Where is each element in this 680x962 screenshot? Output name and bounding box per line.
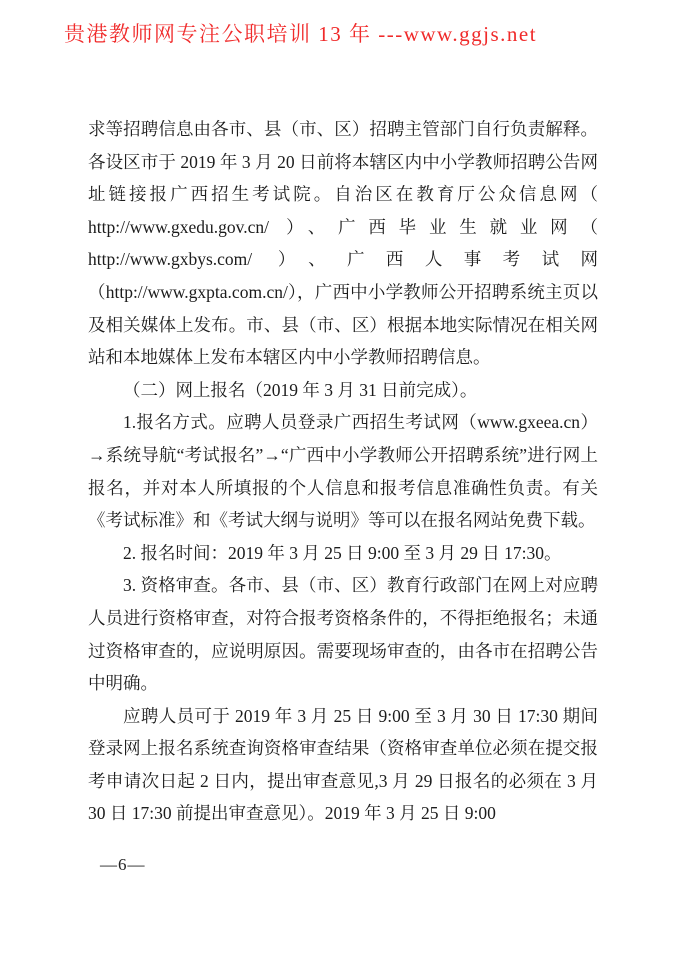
paragraph-review-result: 应聘人员可于 2019 年 3 月 25 日 9:00 至 3 月 30 日 17:30 期间登录网上报名系统查询资格审查结果（资格审查单位必须在提交报考申请次日起 2 日内，提出审查意见,3 月 29 日报名的必须在 3 月 30 日 17:30 前提出审查意见）。2019 年 3 月 25 日 9:00	[88, 705, 598, 824]
site-banner: 贵港教师网专注公职培训 13 年 ---www.ggjs.net	[64, 22, 538, 46]
paragraph-registration-method: 1.报名方式。应聘人员登录广西招生考试网（www.gxeea.cn）→系统导航“考试报名”→“广西中小学教师公开招聘系统”进行网上报名，并对本人所填报的个人信息和报考信息准确性负责。有关《考试标准》和《考试大纲与说明》等可以在报名网站免费下载。	[88, 412, 598, 531]
page-number: —6—	[100, 855, 146, 874]
paragraph-qualification-review: 3. 资格审查。各市、县（市、区）教育行政部门在网上对应聘人员进行资格审查，对符合报考资格条件的，不得拒绝报名；未通过资格审查的，应说明原因。需要现场审查的，由各市在招聘公告中明确。	[88, 575, 598, 694]
paragraph-continuation: 求等招聘信息由各市、县（市、区）招聘主管部门自行负责解释。各设区市于 2019 年 3 月 20 日前将本辖区内中小学教师招聘公告网址链接报广西招生考试院。自治区在教育厅公众信息网（ http://www.gxedu.gov.cn/ ）、广西毕业生就业网（ http://www.gxbys.com/ ）、广西人事考试网（http://www.gxpta.com.cn/），广西中小学教师公开招聘系统主页以及相关媒体上发布。市、县（市、区）根据本地实际情况在相关网站和本地媒体上发布本辖区内中小学教师招聘信息。	[88, 119, 598, 368]
document-body	[88, 113, 598, 830]
paragraph-section-heading: （二）网上报名（2019 年 3 月 31 日前完成）。	[123, 379, 478, 400]
paragraph-registration-time: 2. 报名时间：2019 年 3 月 25 日 9:00 至 3 月 29 日 17:30。	[123, 542, 562, 563]
